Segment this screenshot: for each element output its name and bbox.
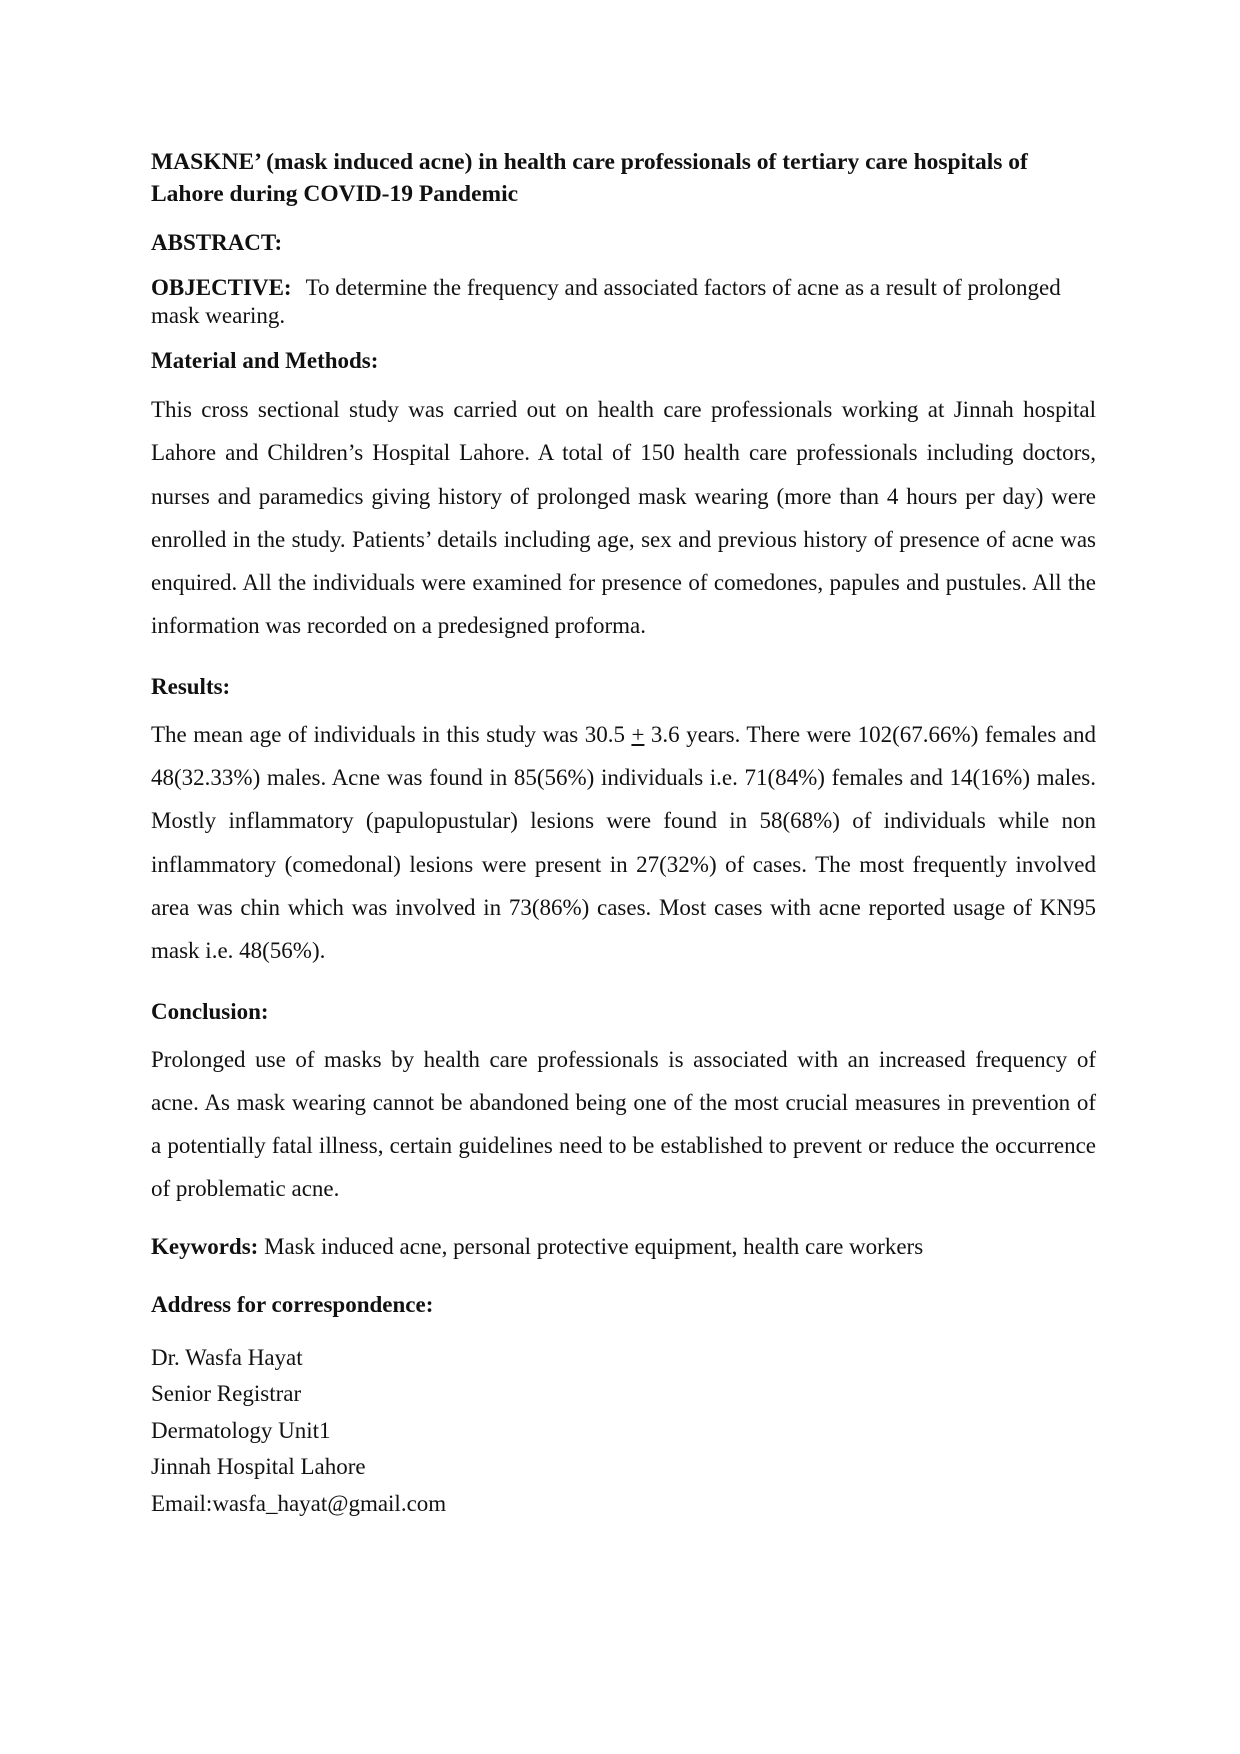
plus-minus-symbol: + bbox=[631, 721, 645, 747]
correspondence-address bbox=[151, 1340, 1096, 1523]
results-heading: Results: bbox=[151, 673, 231, 699]
author-hospital: Jinnah Hospital Lahore bbox=[151, 1454, 366, 1480]
methods-heading: Material and Methods: bbox=[151, 348, 379, 373]
keywords-line bbox=[151, 1232, 1096, 1262]
keywords-text: Mask induced acne, personal protective equipment, health care workers bbox=[258, 1233, 924, 1259]
paper-title: MASKNE’ (mask induced acne) in health care professionals of tertiary care hospitals of Lahore during COVID-19 Pandemic bbox=[151, 149, 1028, 207]
objective-text: To determine the frequency and associated factors of acne as a result of prolonged mask wearing. bbox=[151, 275, 1061, 328]
author-unit: Dermatology Unit1 bbox=[151, 1417, 331, 1443]
methods-paragraph: This cross sectional study was carried out on health care professionals working at Jinnah hospital Lahore and Children’s Hospital Lahore. A total of 150 health care professionals including doctors, nurses and paramedics giving history of prolonged mask wearing (more than 4 hours per day) were enrolled in the study. Patients’ details including age, sex and previous history of presence of acne was enquired. All the individuals were examined for presence of comedones, papules and pustules. All the information was recorded on a predesigned proforma. bbox=[151, 397, 1096, 639]
author-name: Dr. Wasfa Hayat bbox=[151, 1344, 303, 1370]
keywords-label: Keywords: bbox=[151, 1233, 259, 1259]
objective-paragraph bbox=[151, 274, 1096, 330]
results-text-end: 3.6 years. There were 102(67.66%) females and 48(32.33%) males. Acne was found in 85(56%) individuals i.e. 71(84%) females and 14(16%) males. Mostly inflammatory (papulopustular) lesions were found in 58(68%) of individuals while non inflammatory (comedonal) lesions were present in 27(32%) of cases. The most frequently involved area was chin which was involved in 73(86%) cases. Most cases with acne reported usage of KN95 mask i.e. 48(56%). bbox=[151, 721, 1097, 964]
objective-label: OBJECTIVE: bbox=[151, 275, 292, 300]
abstract-heading: ABSTRACT: bbox=[151, 230, 283, 255]
results-paragraph bbox=[151, 713, 1096, 973]
conclusion-paragraph: Prolonged use of masks by health care professionals is associated with an increased frequency of acne. As mask wearing cannot be abandoned being one of the most crucial measures in prevention of a potentially fatal illness, certain guidelines need to be established to prevent or reduce the occurrence of problematic acne. bbox=[151, 1046, 1096, 1202]
paper-page bbox=[151, 146, 1096, 1522]
conclusion-heading: Conclusion: bbox=[151, 998, 269, 1024]
correspondence-heading: Address for correspondence: bbox=[151, 1291, 434, 1317]
author-designation: Senior Registrar bbox=[151, 1381, 302, 1407]
author-email: Email:wasfa_hayat@gmail.com bbox=[151, 1490, 447, 1516]
results-text-start: The mean age of individuals in this study was 30.5 bbox=[151, 721, 632, 747]
